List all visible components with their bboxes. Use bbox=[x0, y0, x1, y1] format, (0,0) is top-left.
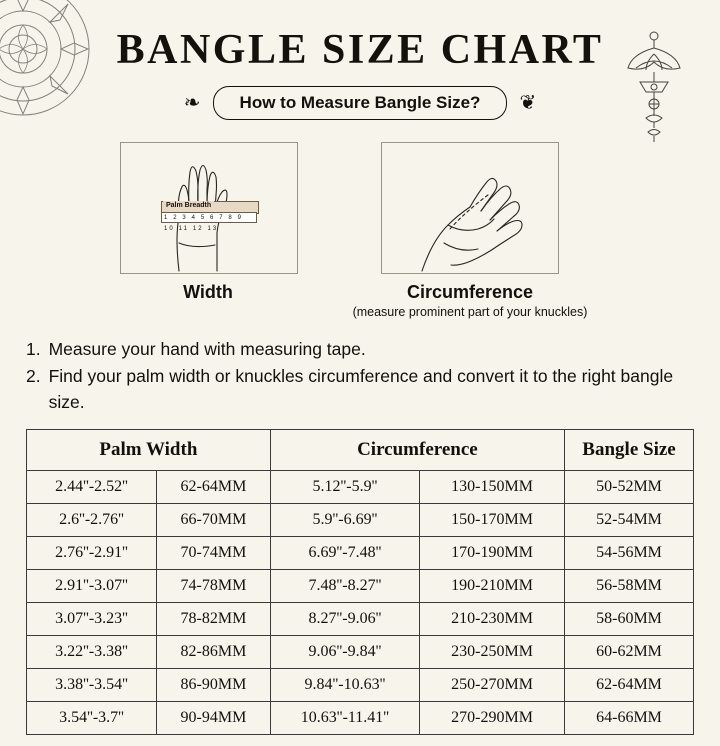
table-cell: 74-78MM bbox=[157, 570, 271, 603]
table-cell: 2.76''-2.91'' bbox=[27, 537, 157, 570]
table-cell: 150-170MM bbox=[420, 504, 565, 537]
figure-circumference bbox=[340, 142, 600, 319]
instruction-step bbox=[26, 364, 694, 415]
step-number: 1. bbox=[26, 339, 41, 359]
table-row bbox=[27, 669, 694, 702]
flourish-left-icon: ❧ bbox=[183, 92, 201, 114]
table-cell: 270-290MM bbox=[420, 702, 565, 735]
step-number: 2. bbox=[26, 366, 41, 387]
ruler-ticks: 1 2 3 4 5 6 7 8 9 10 11 12 13 bbox=[161, 212, 257, 223]
table-row bbox=[27, 702, 694, 735]
size-chart-table bbox=[26, 429, 694, 735]
table-cell: 250-270MM bbox=[420, 669, 565, 702]
table-row bbox=[27, 603, 694, 636]
subtitle-pill: How to Measure Bangle Size? bbox=[213, 86, 508, 120]
step-text: Measure your hand with measuring tape. bbox=[48, 339, 366, 359]
figure-width-box bbox=[120, 142, 298, 274]
table-cell: 52-54MM bbox=[565, 504, 694, 537]
table-cell: 190-210MM bbox=[420, 570, 565, 603]
header-circumference: Circumference bbox=[270, 430, 564, 471]
table-cell: 230-250MM bbox=[420, 636, 565, 669]
table-cell: 58-60MM bbox=[565, 603, 694, 636]
table-cell: 8.27''-9.06'' bbox=[270, 603, 419, 636]
table-cell: 62-64MM bbox=[157, 471, 271, 504]
table-cell: 3.54''-3.7'' bbox=[27, 702, 157, 735]
table-cell: 5.9''-6.69'' bbox=[270, 504, 419, 537]
table-cell: 9.84''-10.63'' bbox=[270, 669, 419, 702]
table-cell: 170-190MM bbox=[420, 537, 565, 570]
table-cell: 50-52MM bbox=[565, 471, 694, 504]
figure-circumference-subcaption: (measure prominent part of your knuckles) bbox=[352, 305, 588, 319]
table-cell: 64-66MM bbox=[565, 702, 694, 735]
mandala-corner-decoration bbox=[0, 0, 98, 124]
table-row bbox=[27, 636, 694, 669]
table-row bbox=[27, 570, 694, 603]
figure-width bbox=[120, 142, 296, 319]
table-cell: 210-230MM bbox=[420, 603, 565, 636]
table-cell: 7.48''-8.27'' bbox=[270, 570, 419, 603]
table-cell: 60-62MM bbox=[565, 636, 694, 669]
table-cell: 66-70MM bbox=[157, 504, 271, 537]
figure-width-caption: Width bbox=[183, 282, 233, 302]
table-cell: 3.38''-3.54'' bbox=[27, 669, 157, 702]
figures-row bbox=[0, 142, 720, 319]
table-cell: 6.69''-7.48'' bbox=[270, 537, 419, 570]
header-palm-width: Palm Width bbox=[27, 430, 271, 471]
instructions-list bbox=[26, 337, 694, 415]
table-cell: 56-58MM bbox=[565, 570, 694, 603]
table-cell: 10.63''-11.41'' bbox=[270, 702, 419, 735]
tape-label: Palm Breadth bbox=[163, 201, 214, 210]
flourish-right-icon: ❦ bbox=[519, 92, 537, 114]
table-cell: 70-74MM bbox=[157, 537, 271, 570]
table-cell: 82-86MM bbox=[157, 636, 271, 669]
instruction-step bbox=[26, 337, 694, 362]
table-cell: 3.07''-3.23'' bbox=[27, 603, 157, 636]
hand-circumference-illustration bbox=[382, 143, 558, 273]
table-header-row bbox=[27, 430, 694, 471]
table-cell: 2.91''-3.07'' bbox=[27, 570, 157, 603]
table-cell: 78-82MM bbox=[157, 603, 271, 636]
table-cell: 86-90MM bbox=[157, 669, 271, 702]
table-cell: 2.6''-2.76'' bbox=[27, 504, 157, 537]
lotus-ornament-decoration bbox=[606, 28, 702, 146]
page-title: BANGLE SIZE CHART bbox=[116, 27, 604, 73]
step-text: Find your palm width or knuckles circumference and convert it to the right bangle size. bbox=[48, 366, 674, 412]
table-cell: 3.22''-3.38'' bbox=[27, 636, 157, 669]
header-bangle-size: Bangle Size bbox=[565, 430, 694, 471]
table-row bbox=[27, 537, 694, 570]
table-cell: 130-150MM bbox=[420, 471, 565, 504]
table-cell: 62-64MM bbox=[565, 669, 694, 702]
table-cell: 2.44''-2.52'' bbox=[27, 471, 157, 504]
table-cell: 9.06''-9.84'' bbox=[270, 636, 419, 669]
figure-circumference-caption: Circumference bbox=[406, 282, 534, 302]
table-cell: 5.12''-5.9'' bbox=[270, 471, 419, 504]
table-row bbox=[27, 471, 694, 504]
table-cell: 90-94MM bbox=[157, 702, 271, 735]
table-cell: 54-56MM bbox=[565, 537, 694, 570]
table-row bbox=[27, 504, 694, 537]
figure-circumference-box bbox=[381, 142, 559, 274]
